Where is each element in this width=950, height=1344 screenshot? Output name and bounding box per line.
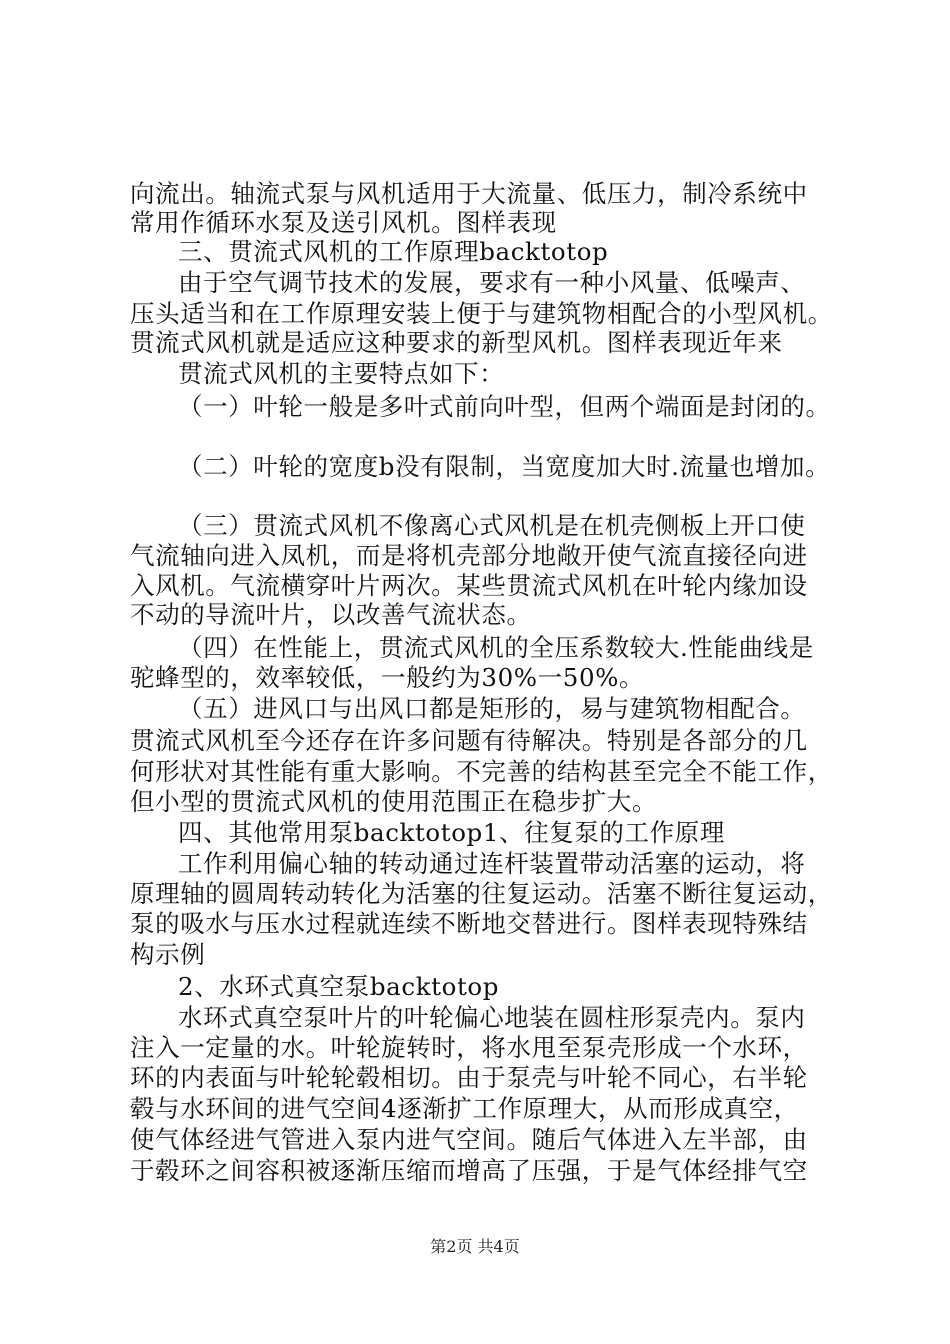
body-text-line: 水环式真空泵叶片的叶轮偏心地装在圆柱形泵壳内。泵内 xyxy=(178,1003,806,1032)
list-item: （三）贯流式风机不像离心式风机是在机壳侧板上开口使 xyxy=(178,511,806,540)
body-text-line: 驼蜂型的，效率较低，一般约为30%一50%。 xyxy=(130,663,645,692)
body-text-line: 泵的吸水与压水过程就连续不断地交替进行。图样表现特殊结 xyxy=(130,909,808,938)
body-text-line: 贯流式风机的主要特点如下： xyxy=(178,359,505,388)
body-text-line: 但小型的贯流式风机的使用范围正在稳步扩大。 xyxy=(130,787,658,816)
body-text-line: 入风机。气流横穿叶片两次。某些贯流式风机在叶轮内缘加设 xyxy=(130,571,808,600)
body-text-line: 原理轴的圆周转动转化为活塞的往复运动。活塞不断往复运动， xyxy=(130,879,833,908)
list-item: （四）在性能上，贯流式风机的全压系数较大.性能曲线是 xyxy=(178,633,814,662)
body-text-line: 何形状对其性能有重大影响。不完善的结构甚至完全不能工作， xyxy=(130,757,833,786)
body-text-line: 压头适当和在工作原理安装上便于与建筑物相配合的小型风机。 xyxy=(130,299,833,328)
section-heading: 四、其他常用泵backtotop1、往复泵的工作原理 xyxy=(178,818,725,847)
list-item: （五）进风口与出风口都是矩形的，易与建筑物相配合。 xyxy=(178,694,806,723)
page-number-footer: 第2页 共4页 xyxy=(430,1237,520,1256)
list-item: （一）叶轮一般是多叶式前向叶型，但两个端面是封闭的。 xyxy=(178,392,831,421)
body-text-line: 环的内表面与叶轮轮毂相切。由于泵壳与叶轮不同心，右半轮 xyxy=(130,1063,808,1092)
body-text-line: 常用作循环水泵及送引风机。图样表现 xyxy=(130,208,557,237)
body-text-line: 贯流式风机就是适应这种要求的新型风机。图样表现近年来 xyxy=(130,328,783,357)
section-heading: 三、贯流式风机的工作原理backtotop xyxy=(178,237,609,266)
body-text-line: 构示例 xyxy=(130,940,206,969)
body-text-line: 由于空气调节技术的发展，要求有一种小风量、低噪声、 xyxy=(178,268,806,297)
body-text-line: 于毂环之间容积被逐渐压缩而增高了压强，于是气体经排气空 xyxy=(130,1156,808,1185)
body-text-line: 不动的导流叶片，以改善气流状态。 xyxy=(130,600,532,629)
body-text-line: 使气体经进气管进入泵内进气空间。随后气体进入左半部，由 xyxy=(130,1125,808,1154)
body-text-line: 气流轴向进入凤机，而是将机壳部分地敞开使气流直接径向进 xyxy=(130,541,808,570)
section-heading: 2、水环式真空泵backtotop xyxy=(178,972,500,1001)
body-text-line: 注入一定量的水。叶轮旋转时，将水甩至泵壳形成一个水环， xyxy=(130,1033,808,1062)
body-text-line: 贯流式风机至今还存在许多问题有待解决。特别是各部分的几 xyxy=(130,726,808,755)
list-item: （二）叶轮的宽度b没有限制，当宽度加大时.流量也增加。 xyxy=(178,452,831,481)
body-text-line: 工作利用偏心轴的转动通过连杆装置带动活塞的运动，将 xyxy=(178,849,806,878)
body-text-line: 毂与水环间的进气空间4逐渐扩工作原理大，从而形成真空， xyxy=(130,1094,799,1123)
body-text-line: 向流出。轴流式泵与风机适用于大流量、低压力，制冷系统中 xyxy=(130,179,808,208)
